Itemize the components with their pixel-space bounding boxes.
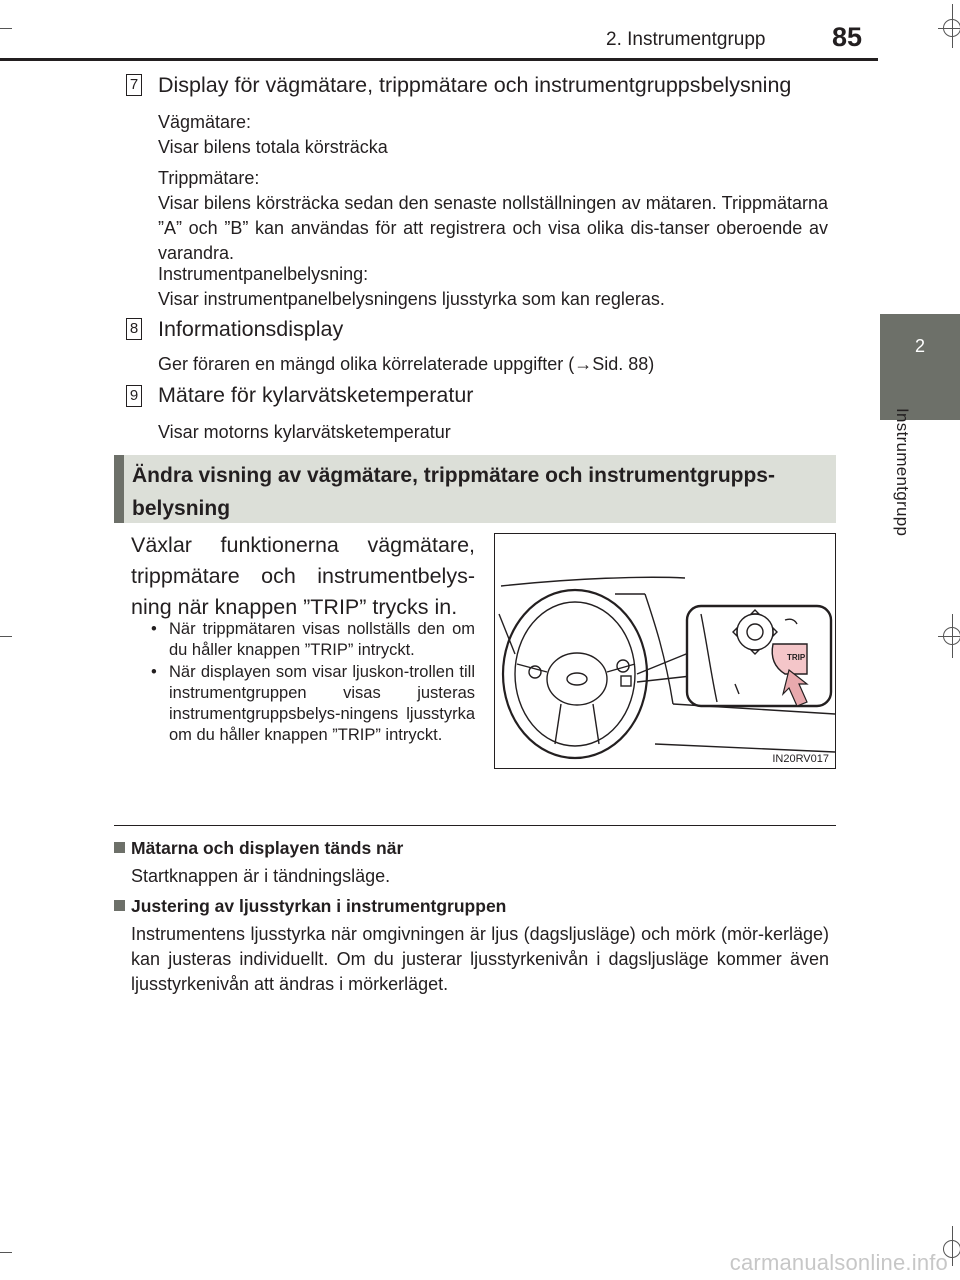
- figure-code: IN20RV017: [772, 753, 829, 765]
- header-rule: [0, 58, 878, 61]
- section-intro: Växlar funktionerna vägmätare, trippmätare och instrumentbelys-ning när knappen ”TRIP” trycks in.: [131, 533, 475, 619]
- item-title-odometer-display: Display för vägmätare, trippmätare och instrumentgruppsbelysning: [158, 73, 792, 97]
- chapter-title: 2. Instrumentgrupp: [606, 29, 766, 50]
- panel-light-label: Instrumentpanelbelysning:: [158, 264, 369, 284]
- arrow-icon: →: [574, 354, 593, 374]
- section-heading-box: [114, 455, 836, 523]
- tripmeter-text: Visar bilens körsträcka sedan den senaste nollställningen av mätaren. Trippmätarna ”A” och ”B” kan användas för att registrera och visa olika dis-tanser oberoende av varandra.: [158, 193, 828, 263]
- page-number: 85: [832, 22, 863, 52]
- section-heading: Ändra visning av vägmätare, trippmätare och instrumentgrupps-belysning: [132, 464, 775, 520]
- information-display-text: Ger föraren en mängd olika körrelaterade uppgifter (→Sid. 88): [158, 354, 655, 374]
- panel-light-paragraph: [158, 262, 828, 312]
- tripmeter-paragraph: [158, 166, 828, 266]
- crop-mark: [952, 614, 953, 658]
- note-heading-brightness: Justering av ljusstyrkan i instrumentgruppen: [114, 896, 506, 917]
- crop-mark: [0, 1252, 12, 1253]
- tripmeter-label: Trippmätare:: [158, 168, 260, 188]
- odometer-label: Vägmätare:: [158, 112, 252, 132]
- crop-mark: [952, 1226, 953, 1266]
- chapter-tab: [880, 314, 960, 420]
- odometer-paragraph: [158, 110, 828, 160]
- crop-mark: [0, 28, 12, 29]
- note-heading-gauges-on: Mätarna och displayen tänds när: [114, 838, 403, 859]
- steering-wheel-drawing: [495, 534, 835, 768]
- square-bullet-icon: [114, 900, 125, 911]
- item-title-coolant-gauge: Mätare för kylarvätsketemperatur: [158, 383, 474, 407]
- note-text-gauges-on: Startknappen är i tändningsläge.: [131, 866, 391, 886]
- notes-divider: [114, 825, 836, 826]
- item-number-7: 7: [126, 74, 142, 96]
- chapter-tab-label: Instrumentgrupp: [893, 408, 912, 537]
- item-title-information-display: Informationsdisplay: [158, 317, 344, 341]
- note-text-brightness: Instrumentens ljusstyrka när omgivningen är ljus (dagsljusläge) och mörk (mör-kerläge) kan justeras individuellt. Om du justerar ljusstyrkenivån i dagsljusläge kommer även ljusstyrkenivån att ändras i mörkerläget.: [131, 924, 829, 994]
- steering-wheel-illustration: [494, 533, 836, 769]
- crop-mark: [952, 4, 953, 48]
- watermark: carmanualsonline.info: [729, 1250, 948, 1275]
- bullet-list: [145, 619, 475, 747]
- panel-light-text: Visar instrumentpanelbelysningens ljusstyrka som kan regleras.: [158, 289, 665, 309]
- item-number-8: 8: [126, 318, 142, 340]
- section-heading-bar: [114, 455, 124, 523]
- coolant-gauge-text: Visar motorns kylarvätsketemperatur: [158, 422, 451, 442]
- crop-mark: [0, 636, 12, 637]
- list-item: • När trippmätaren visas nollställs den om du håller knappen ”TRIP” intryckt.: [151, 620, 475, 659]
- trip-button-label: TRIP: [787, 653, 806, 662]
- item-number-9: 9: [126, 385, 142, 407]
- square-bullet-icon: [114, 842, 125, 853]
- chapter-tab-number: 2: [914, 336, 925, 356]
- list-item: • När displayen som visar ljuskon-trollen till instrumentgruppen visas justeras instrumentgruppsbelys-ningens ljusstyrka om du håller knappen ”TRIP” intryckt.: [151, 663, 475, 744]
- odometer-text: Visar bilens totala körsträcka: [158, 137, 388, 157]
